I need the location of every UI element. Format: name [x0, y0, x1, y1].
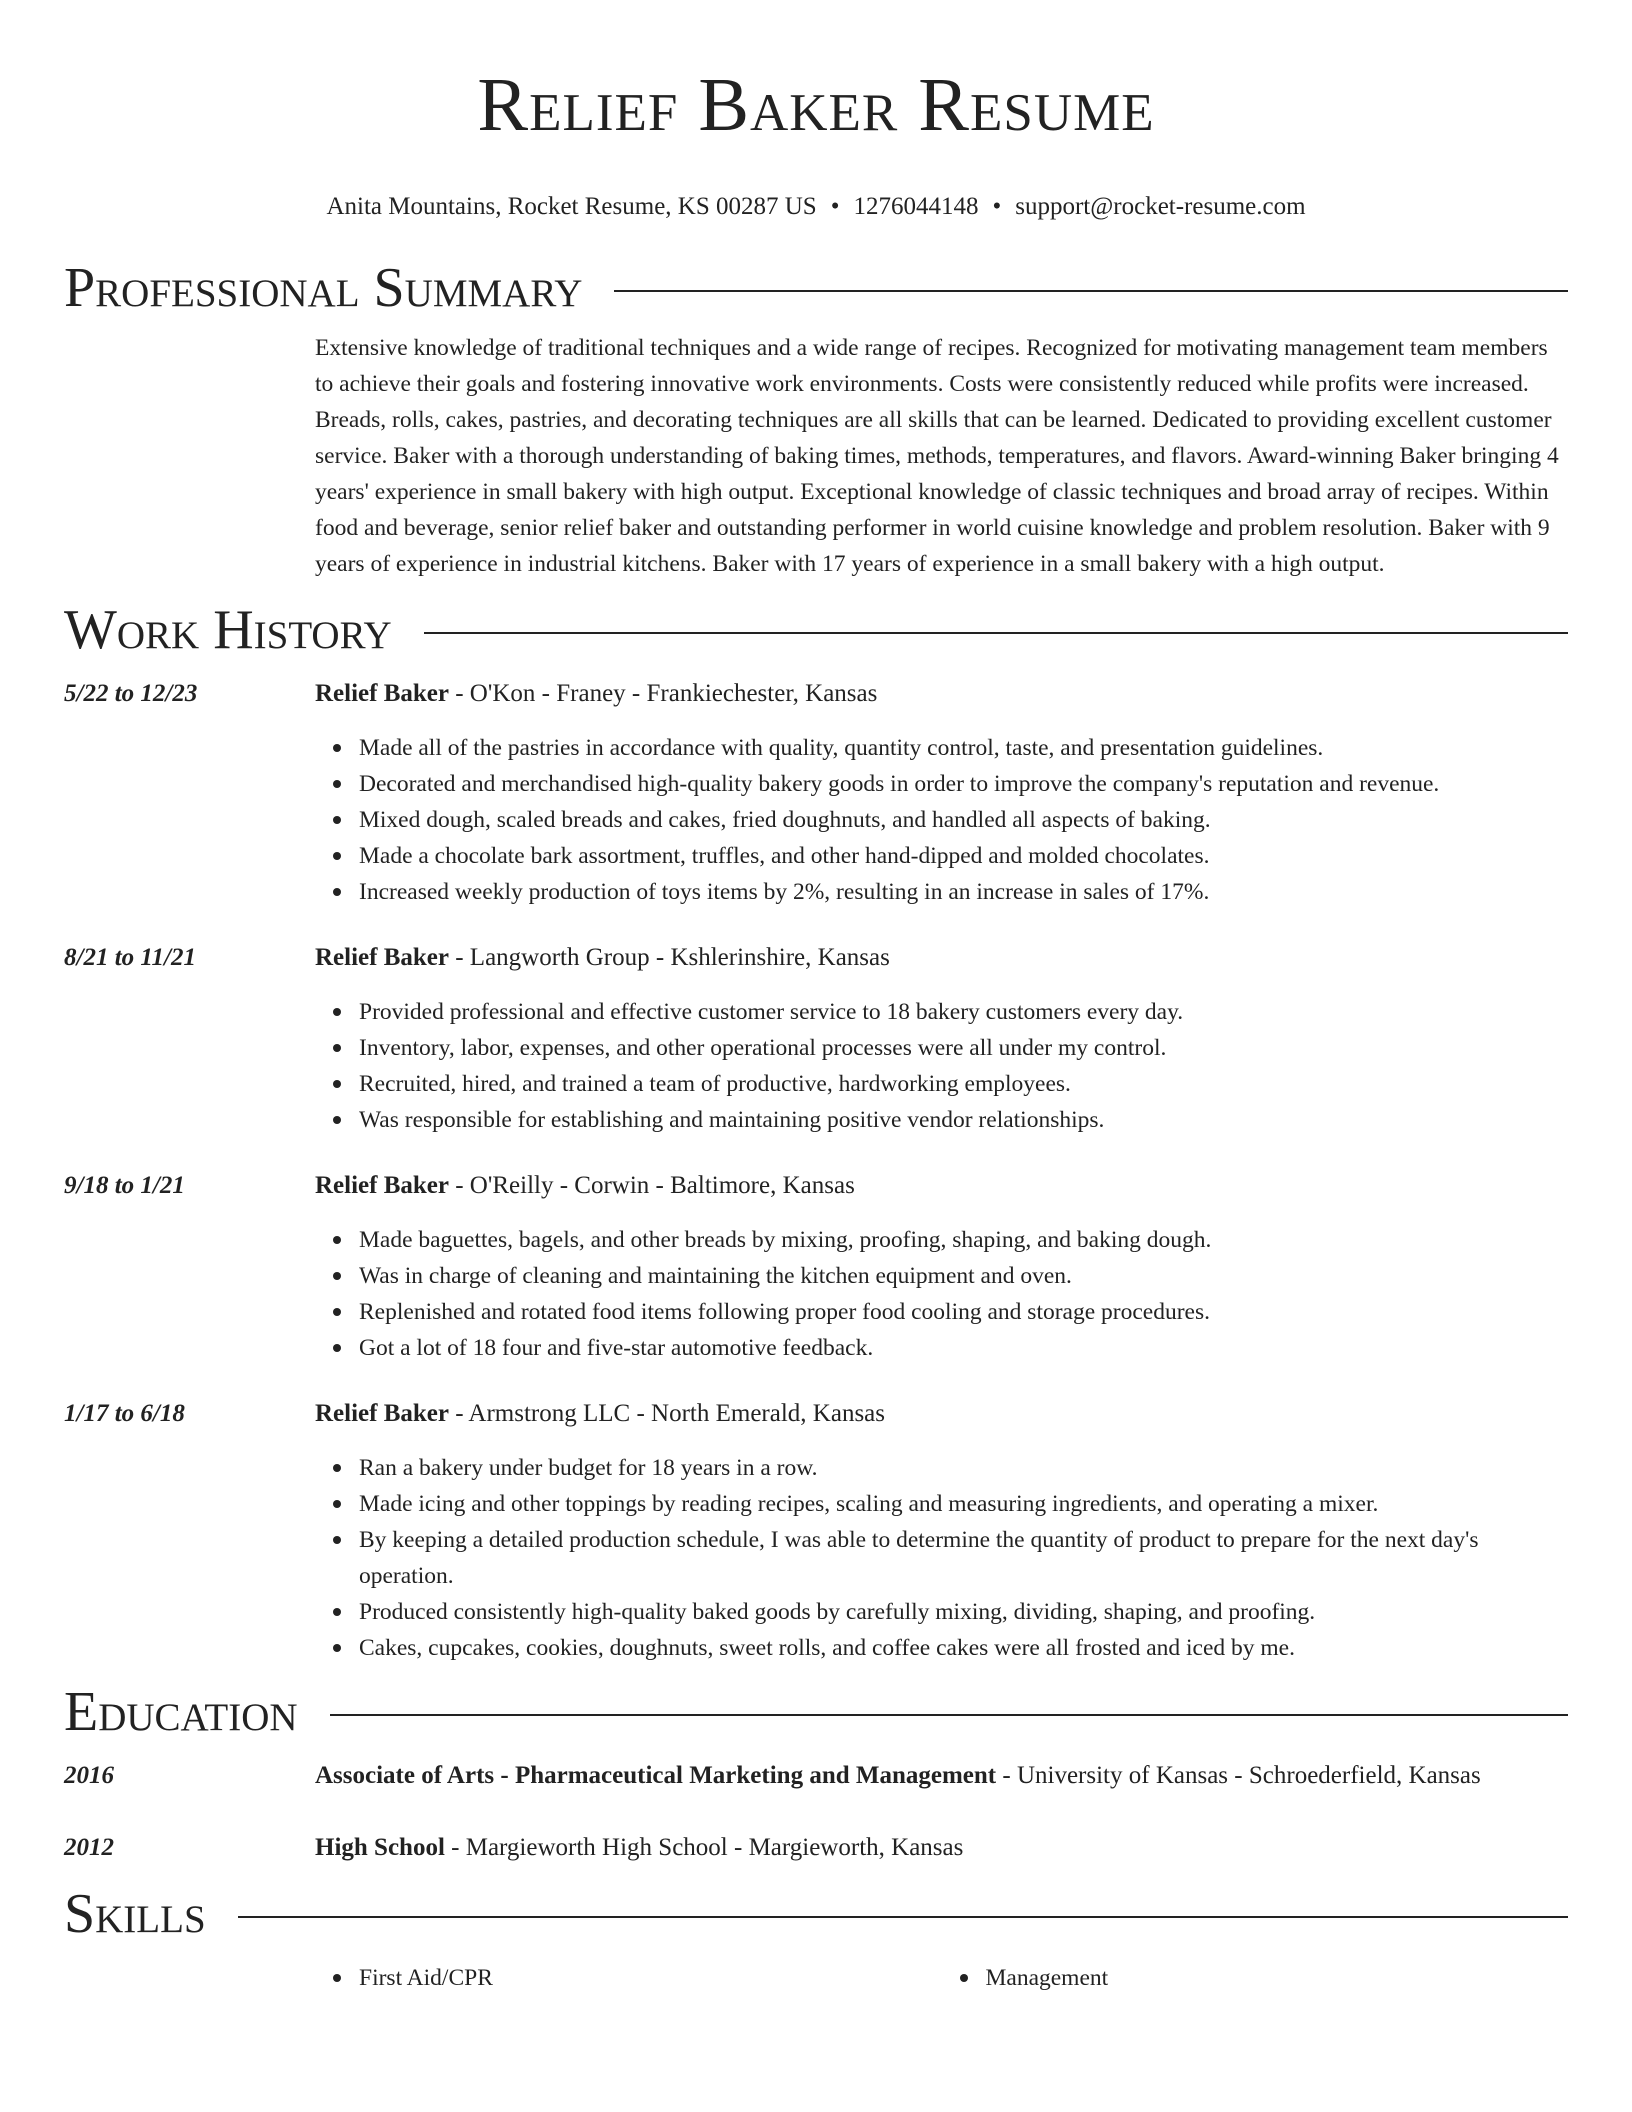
job-bullet: Got a lot of 18 four and five-star automotive feedback. — [359, 1330, 1568, 1366]
skills-heading: Skills — [64, 1883, 206, 1945]
job-title: Relief Baker — [315, 1172, 449, 1199]
job-title: Relief Baker — [315, 944, 449, 971]
job-title: Relief Baker — [315, 680, 449, 707]
contact-address: Anita Mountains, Rocket Resume, KS 00287 US — [326, 193, 817, 220]
job-bullet-list — [315, 730, 1568, 910]
job-bullet: Was in charge of cleaning and maintaining the kitchen equipment and oven. — [359, 1258, 1568, 1294]
skills-row — [64, 1960, 1568, 1996]
job-title-line — [315, 676, 1568, 712]
job-details: - O'Kon - Franey - Frankiechester, Kansas — [448, 680, 878, 707]
job-bullet: Inventory, labor, expenses, and other operational processes were all under my control. — [359, 1030, 1568, 1066]
summary-row — [64, 330, 1568, 582]
resume-title: Relief Baker Resume — [477, 63, 1155, 147]
job-header-row — [64, 1396, 1568, 1666]
education-year: 2012 — [64, 1834, 114, 1861]
job-bullet: By keeping a detailed production schedule, I was able to determine the quantity of product to prepare for the next day's operation. — [359, 1522, 1568, 1594]
job-title-line — [315, 1396, 1568, 1432]
job-bullet: Mixed dough, scaled breads and cakes, fried doughnuts, and handled all aspects of baking. — [359, 802, 1568, 838]
job-bullet: Decorated and merchandised high-quality bakery goods in order to improve the company's reputation and revenue. — [359, 766, 1568, 802]
job-bullet: Made all of the pastries in accordance with quality, quantity control, taste, and presentation guidelines. — [359, 730, 1568, 766]
work-history-list — [64, 676, 1568, 1666]
job-dates: 1/17 to 6/18 — [64, 1400, 185, 1427]
job-entry — [64, 676, 1568, 910]
job-bullet-list — [315, 1450, 1568, 1666]
section-divider — [614, 290, 1568, 292]
contact-separator: • — [830, 193, 840, 220]
job-title: Relief Baker — [315, 1400, 449, 1427]
job-header-row — [64, 676, 1568, 910]
job-bullet: Made icing and other toppings by reading recipes, scaling and measuring ingredients, and operating a mixer. — [359, 1486, 1568, 1522]
job-title-line — [315, 1168, 1568, 1204]
job-details: - Langworth Group - Kshlerinshire, Kansas — [448, 944, 890, 971]
job-bullet: Produced consistently high-quality baked goods by carefully mixing, dividing, shaping, and proofing. — [359, 1594, 1568, 1630]
education-entry — [64, 1758, 1568, 1794]
job-dates: 5/22 to 12/23 — [64, 680, 198, 707]
education-year: 2016 — [64, 1762, 114, 1789]
education-degree: High School — [315, 1834, 445, 1861]
section-divider — [424, 632, 1568, 634]
job-bullet-list — [315, 1222, 1568, 1366]
job-bullet: Made baguettes, bagels, and other breads by mixing, proofing, shaping, and baking dough. — [359, 1222, 1568, 1258]
job-bullet: Recruited, hired, and trained a team of productive, hardworking employees. — [359, 1066, 1568, 1102]
contact-phone: 1276044148 — [853, 193, 979, 220]
job-details: - O'Reilly - Corwin - Baltimore, Kansas — [448, 1172, 855, 1199]
job-header-row — [64, 1168, 1568, 1366]
summary-left-spacer — [64, 330, 315, 582]
summary-section-header — [64, 256, 1568, 320]
education-details: - University of Kansas - Schroederfield, Kansas — [996, 1762, 1481, 1789]
job-dates: 8/21 to 11/21 — [64, 944, 196, 971]
section-divider — [330, 1714, 1568, 1716]
job-bullet: Increased weekly production of toys items by 2%, resulting in an increase in sales of 17%. — [359, 874, 1568, 910]
job-header-row — [64, 940, 1568, 1138]
section-divider — [238, 1916, 1568, 1918]
job-dates: 9/18 to 1/21 — [64, 1172, 185, 1199]
summary-heading: Professional Summary — [64, 257, 583, 319]
job-bullet-list — [315, 994, 1568, 1138]
job-bullet: Provided professional and effective customer service to 18 bakery customers every day. — [359, 994, 1568, 1030]
job-bullet: Replenished and rotated food items following proper food cooling and storage procedures. — [359, 1294, 1568, 1330]
education-section-header — [64, 1680, 1568, 1744]
job-bullet: Ran a bakery under budget for 18 years in a row. — [359, 1450, 1568, 1486]
job-bullet: Was responsible for establishing and maintaining positive vendor relationships. — [359, 1102, 1568, 1138]
education-heading: Education — [64, 1681, 298, 1743]
job-entry — [64, 940, 1568, 1138]
education-details: - Margieworth High School - Margieworth, Kansas — [444, 1834, 964, 1861]
work-heading: Work History — [64, 599, 392, 661]
job-title-line — [315, 940, 1568, 976]
job-bullet: Made a chocolate bark assortment, truffles, and other hand-dipped and molded chocolates. — [359, 838, 1568, 874]
job-details: - Armstrong LLC - North Emerald, Kansas — [448, 1400, 886, 1427]
contact-line — [64, 192, 1568, 222]
summary-text: Extensive knowledge of traditional techniques and a wide range of recipes. Recognized for motivating management team members to achieve their goals and fostering innovative work environments. Costs were consistently reduced while profits were increased. Breads, rolls, cakes, pastries, and decorating techniques are all skills that can be learned. Dedicated to providing excellent customer service. Baker with a thorough understanding of baking times, methods, temperatures, and flavors. Award-winning Baker bringing 4 years' experience in small bakery with high output. Exceptional knowledge of classic techniques and broad array of recipes. Within food and beverage, senior relief baker and outstanding performer in world cuisine knowledge and problem resolution. Baker with 9 years of experience in industrial kitchens. Baker with 17 years of experience in a small bakery with a high output. — [315, 335, 1559, 577]
skill-item: First Aid/CPR — [359, 1960, 942, 1996]
job-entry — [64, 1168, 1568, 1366]
contact-separator: • — [992, 193, 1002, 220]
skills-left-spacer — [64, 1960, 315, 1996]
skill-item: Management — [986, 1960, 1569, 1996]
skills-section-header — [64, 1882, 1568, 1946]
contact-email: support@rocket-resume.com — [1015, 193, 1306, 220]
job-bullet: Cakes, cupcakes, cookies, doughnuts, sweet rolls, and coffee cakes were all frosted and iced by me. — [359, 1630, 1568, 1666]
job-entry — [64, 1396, 1568, 1666]
work-section-header — [64, 598, 1568, 662]
education-entry — [64, 1830, 1568, 1866]
education-degree: Associate of Arts - Pharmaceutical Marketing and Management — [315, 1762, 997, 1789]
